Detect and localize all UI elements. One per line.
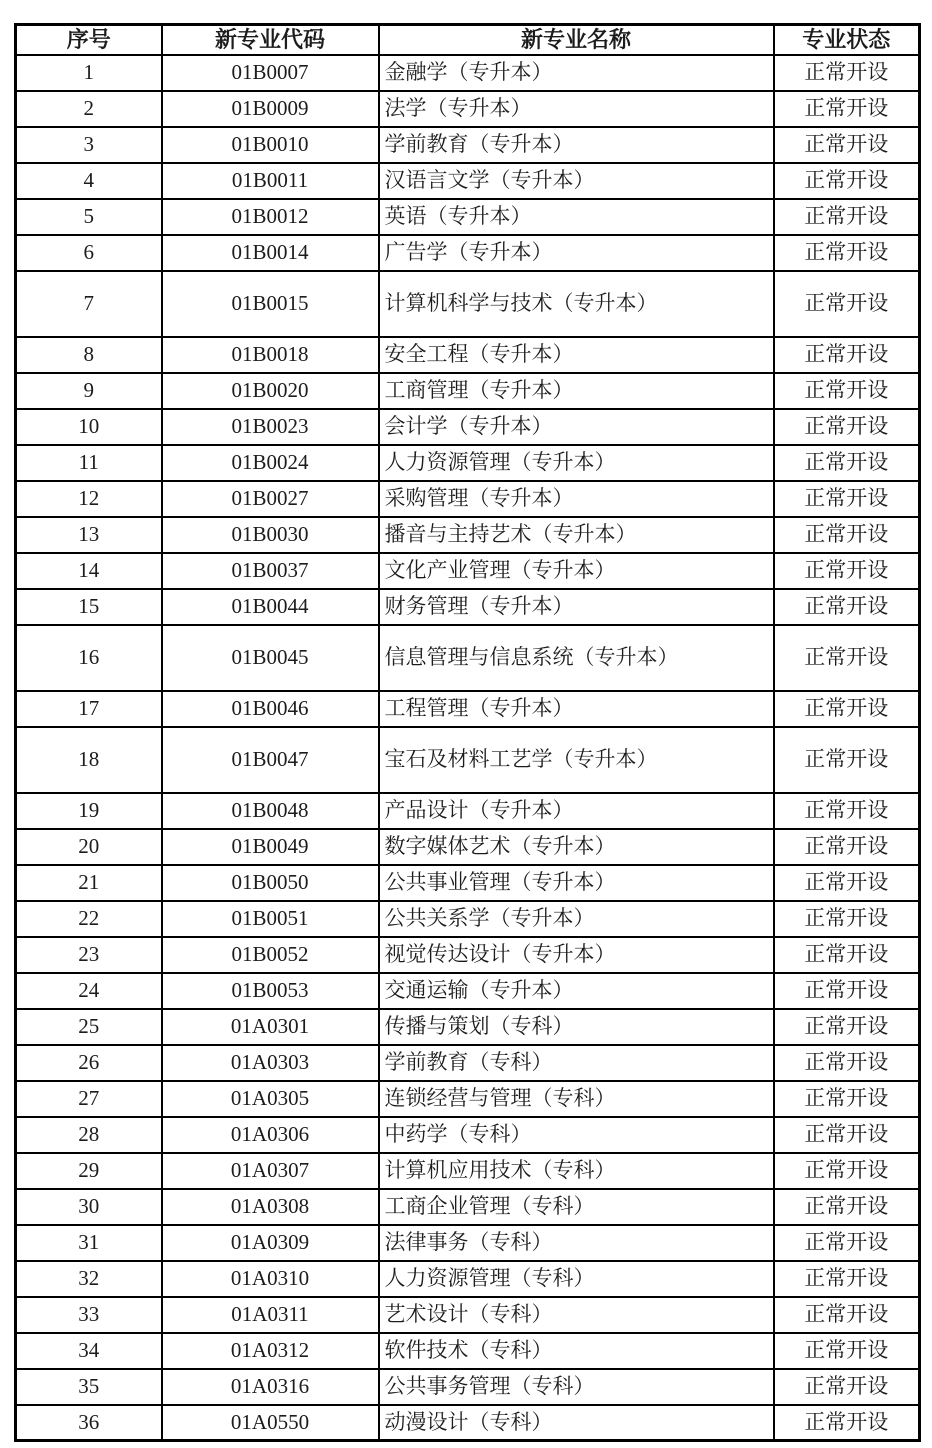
row-name-cell: 学前教育（专升本）	[379, 127, 774, 163]
row-name-cell: 人力资源管理（专升本）	[379, 445, 774, 481]
row-name-cell: 交通运输（专升本）	[379, 973, 774, 1009]
row-status-cell: 正常开设	[774, 973, 920, 1009]
table-row	[16, 1261, 920, 1297]
row-name-cell: 汉语言文学（专升本）	[379, 163, 774, 199]
row-status-cell: 正常开设	[774, 445, 920, 481]
row-name-cell: 传播与策划（专科）	[379, 1009, 774, 1045]
table-row	[16, 445, 920, 481]
row-status-cell: 正常开设	[774, 829, 920, 865]
row-name-cell: 视觉传达设计（专升本）	[379, 937, 774, 973]
row-status-cell: 正常开设	[774, 271, 920, 337]
row-status-cell: 正常开设	[774, 1405, 920, 1441]
row-name-cell: 采购管理（专升本）	[379, 481, 774, 517]
table-row	[16, 1189, 920, 1225]
row-status-cell: 正常开设	[774, 337, 920, 373]
row-status-cell: 正常开设	[774, 625, 920, 691]
row-code-cell: 01B0011	[162, 163, 379, 199]
table-row	[16, 1153, 920, 1189]
table-header-row	[16, 25, 920, 55]
row-code-cell: 01B0023	[162, 409, 379, 445]
table-row	[16, 1081, 920, 1117]
row-code-cell: 01A0305	[162, 1081, 379, 1117]
row-name-cell: 宝石及材料工艺学（专升本）	[379, 727, 774, 793]
table-row	[16, 901, 920, 937]
row-status-cell: 正常开设	[774, 1009, 920, 1045]
row-code-cell: 01B0046	[162, 691, 379, 727]
table-row	[16, 1297, 920, 1333]
row-index-cell: 17	[16, 691, 162, 727]
row-index-cell: 16	[16, 625, 162, 691]
row-status-cell: 正常开设	[774, 481, 920, 517]
row-index-cell: 23	[16, 937, 162, 973]
row-code-cell: 01A0311	[162, 1297, 379, 1333]
row-index-cell: 8	[16, 337, 162, 373]
row-name-cell: 公共关系学（专升本）	[379, 901, 774, 937]
row-code-cell: 01B0037	[162, 553, 379, 589]
table-row	[16, 55, 920, 91]
row-code-cell: 01B0009	[162, 91, 379, 127]
table-row	[16, 937, 920, 973]
table-row	[16, 373, 920, 409]
row-status-cell: 正常开设	[774, 865, 920, 901]
row-name-cell: 人力资源管理（专科）	[379, 1261, 774, 1297]
row-code-cell: 01B0050	[162, 865, 379, 901]
row-code-cell: 01B0052	[162, 937, 379, 973]
row-index-cell: 36	[16, 1405, 162, 1441]
row-index-cell: 27	[16, 1081, 162, 1117]
column-header-name: 新专业名称	[379, 25, 774, 55]
row-index-cell: 22	[16, 901, 162, 937]
table-row	[16, 553, 920, 589]
row-index-cell: 20	[16, 829, 162, 865]
row-code-cell: 01A0550	[162, 1405, 379, 1441]
row-index-cell: 29	[16, 1153, 162, 1189]
row-name-cell: 中药学（专科）	[379, 1117, 774, 1153]
row-index-cell: 1	[16, 55, 162, 91]
row-code-cell: 01B0027	[162, 481, 379, 517]
row-code-cell: 01B0007	[162, 55, 379, 91]
table-row	[16, 1369, 920, 1405]
row-code-cell: 01A0316	[162, 1369, 379, 1405]
row-name-cell: 软件技术（专科）	[379, 1333, 774, 1369]
row-index-cell: 15	[16, 589, 162, 625]
row-name-cell: 信息管理与信息系统（专升本）	[379, 625, 774, 691]
table-row	[16, 1333, 920, 1369]
row-status-cell: 正常开设	[774, 127, 920, 163]
row-name-cell: 公共事务管理（专科）	[379, 1369, 774, 1405]
row-name-cell: 安全工程（专升本）	[379, 337, 774, 373]
row-status-cell: 正常开设	[774, 901, 920, 937]
row-name-cell: 公共事业管理（专升本）	[379, 865, 774, 901]
row-index-cell: 32	[16, 1261, 162, 1297]
row-status-cell: 正常开设	[774, 589, 920, 625]
column-header-status: 专业状态	[774, 25, 920, 55]
table-row	[16, 481, 920, 517]
table-row	[16, 793, 920, 829]
row-index-cell: 33	[16, 1297, 162, 1333]
row-code-cell: 01B0010	[162, 127, 379, 163]
row-code-cell: 01B0012	[162, 199, 379, 235]
row-index-cell: 7	[16, 271, 162, 337]
row-name-cell: 动漫设计（专科）	[379, 1405, 774, 1441]
row-status-cell: 正常开设	[774, 727, 920, 793]
table-row	[16, 727, 920, 793]
row-index-cell: 21	[16, 865, 162, 901]
row-status-cell: 正常开设	[774, 1081, 920, 1117]
row-status-cell: 正常开设	[774, 199, 920, 235]
row-index-cell: 3	[16, 127, 162, 163]
row-name-cell: 计算机科学与技术（专升本）	[379, 271, 774, 337]
row-status-cell: 正常开设	[774, 163, 920, 199]
row-status-cell: 正常开设	[774, 691, 920, 727]
row-index-cell: 34	[16, 1333, 162, 1369]
row-code-cell: 01A0306	[162, 1117, 379, 1153]
row-name-cell: 艺术设计（专科）	[379, 1297, 774, 1333]
row-index-cell: 24	[16, 973, 162, 1009]
row-name-cell: 文化产业管理（专升本）	[379, 553, 774, 589]
row-status-cell: 正常开设	[774, 1369, 920, 1405]
row-code-cell: 01B0048	[162, 793, 379, 829]
row-status-cell: 正常开设	[774, 373, 920, 409]
row-index-cell: 10	[16, 409, 162, 445]
row-name-cell: 连锁经营与管理（专科）	[379, 1081, 774, 1117]
row-index-cell: 28	[16, 1117, 162, 1153]
row-index-cell: 4	[16, 163, 162, 199]
table-row	[16, 163, 920, 199]
row-name-cell: 广告学（专升本）	[379, 235, 774, 271]
row-name-cell: 工商企业管理（专科）	[379, 1189, 774, 1225]
row-code-cell: 01A0309	[162, 1225, 379, 1261]
table-row	[16, 1045, 920, 1081]
row-status-cell: 正常开设	[774, 235, 920, 271]
table-row	[16, 409, 920, 445]
row-name-cell: 产品设计（专升本）	[379, 793, 774, 829]
table-row	[16, 337, 920, 373]
row-status-cell: 正常开设	[774, 937, 920, 973]
row-index-cell: 18	[16, 727, 162, 793]
row-status-cell: 正常开设	[774, 553, 920, 589]
row-name-cell: 工程管理（专升本）	[379, 691, 774, 727]
table-row	[16, 91, 920, 127]
row-name-cell: 学前教育（专科）	[379, 1045, 774, 1081]
table-row	[16, 235, 920, 271]
column-header-index: 序号	[16, 25, 162, 55]
row-status-cell: 正常开设	[774, 55, 920, 91]
row-index-cell: 19	[16, 793, 162, 829]
row-code-cell: 01B0044	[162, 589, 379, 625]
row-index-cell: 26	[16, 1045, 162, 1081]
row-index-cell: 13	[16, 517, 162, 553]
table-row	[16, 1117, 920, 1153]
row-index-cell: 25	[16, 1009, 162, 1045]
row-name-cell: 播音与主持艺术（专升本）	[379, 517, 774, 553]
majors-table-container	[14, 23, 921, 1442]
table-row	[16, 1225, 920, 1261]
row-status-cell: 正常开设	[774, 1045, 920, 1081]
row-code-cell: 01B0045	[162, 625, 379, 691]
row-status-cell: 正常开设	[774, 1189, 920, 1225]
table-row	[16, 1009, 920, 1045]
row-name-cell: 财务管理（专升本）	[379, 589, 774, 625]
table-row	[16, 829, 920, 865]
row-code-cell: 01A0308	[162, 1189, 379, 1225]
table-row	[16, 625, 920, 691]
row-name-cell: 法律事务（专科）	[379, 1225, 774, 1261]
row-index-cell: 9	[16, 373, 162, 409]
row-status-cell: 正常开设	[774, 517, 920, 553]
row-code-cell: 01A0303	[162, 1045, 379, 1081]
row-code-cell: 01B0049	[162, 829, 379, 865]
row-name-cell: 法学（专升本）	[379, 91, 774, 127]
row-index-cell: 35	[16, 1369, 162, 1405]
row-status-cell: 正常开设	[774, 1225, 920, 1261]
row-index-cell: 30	[16, 1189, 162, 1225]
row-index-cell: 2	[16, 91, 162, 127]
row-status-cell: 正常开设	[774, 1297, 920, 1333]
row-code-cell: 01B0020	[162, 373, 379, 409]
row-name-cell: 金融学（专升本）	[379, 55, 774, 91]
row-code-cell: 01B0024	[162, 445, 379, 481]
row-index-cell: 14	[16, 553, 162, 589]
row-code-cell: 01A0307	[162, 1153, 379, 1189]
row-code-cell: 01B0053	[162, 973, 379, 1009]
table-row	[16, 691, 920, 727]
row-code-cell: 01A0312	[162, 1333, 379, 1369]
row-code-cell: 01B0030	[162, 517, 379, 553]
row-status-cell: 正常开设	[774, 1117, 920, 1153]
row-code-cell: 01B0018	[162, 337, 379, 373]
table-row	[16, 199, 920, 235]
row-status-cell: 正常开设	[774, 1261, 920, 1297]
column-header-code: 新专业代码	[162, 25, 379, 55]
row-code-cell: 01A0310	[162, 1261, 379, 1297]
row-status-cell: 正常开设	[774, 409, 920, 445]
table-header	[16, 25, 920, 55]
row-code-cell: 01B0047	[162, 727, 379, 793]
row-name-cell: 英语（专升本）	[379, 199, 774, 235]
table-row	[16, 865, 920, 901]
row-index-cell: 5	[16, 199, 162, 235]
row-status-cell: 正常开设	[774, 793, 920, 829]
row-index-cell: 12	[16, 481, 162, 517]
row-code-cell: 01B0014	[162, 235, 379, 271]
table-row	[16, 973, 920, 1009]
row-index-cell: 11	[16, 445, 162, 481]
table-body	[16, 55, 920, 1441]
table-row	[16, 517, 920, 553]
row-code-cell: 01B0015	[162, 271, 379, 337]
row-name-cell: 工商管理（专升本）	[379, 373, 774, 409]
row-status-cell: 正常开设	[774, 91, 920, 127]
row-code-cell: 01A0301	[162, 1009, 379, 1045]
table-row	[16, 271, 920, 337]
table-row	[16, 589, 920, 625]
majors-table	[14, 23, 921, 1442]
row-index-cell: 6	[16, 235, 162, 271]
table-row	[16, 127, 920, 163]
row-status-cell: 正常开设	[774, 1333, 920, 1369]
row-code-cell: 01B0051	[162, 901, 379, 937]
row-name-cell: 计算机应用技术（专科）	[379, 1153, 774, 1189]
row-status-cell: 正常开设	[774, 1153, 920, 1189]
row-name-cell: 数字媒体艺术（专升本）	[379, 829, 774, 865]
row-index-cell: 31	[16, 1225, 162, 1261]
row-name-cell: 会计学（专升本）	[379, 409, 774, 445]
table-row	[16, 1405, 920, 1441]
